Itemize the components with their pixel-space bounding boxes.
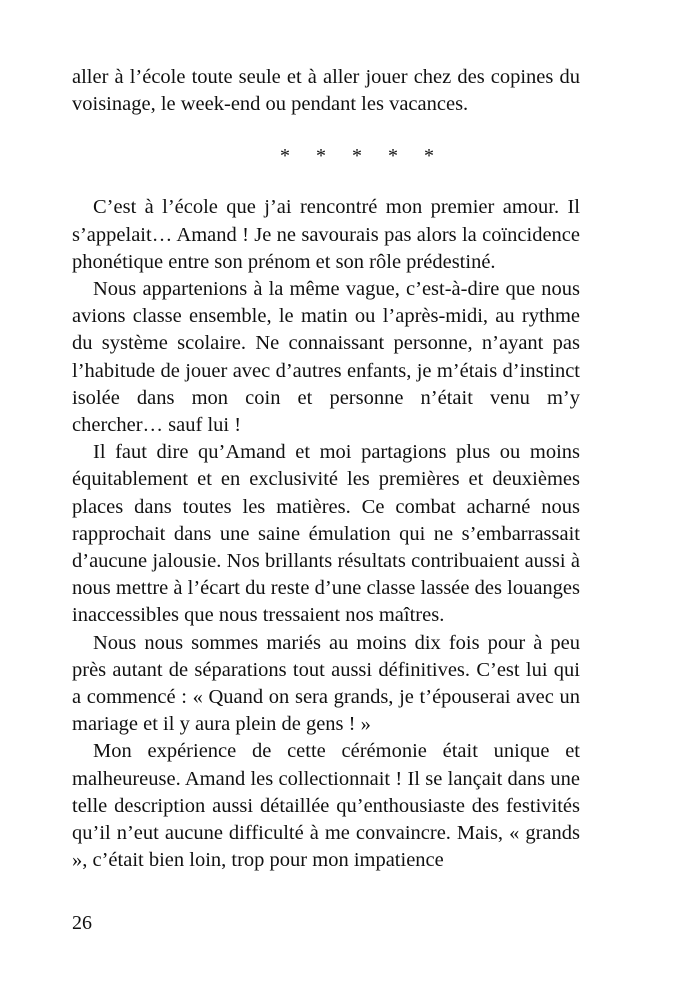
page-body <box>72 64 580 874</box>
separator-asterisk: * <box>424 145 434 168</box>
paragraph-continued: aller à l’école toute seule et à aller jouer chez des copines du voisinage, le week-end ou pendant les vacances. <box>72 66 580 116</box>
separator-asterisk: * <box>388 145 398 168</box>
page-number: 26 <box>72 912 92 934</box>
section-separator <box>72 144 580 168</box>
paragraph: C’est à l’école que j’ai rencontré mon premier amour. Il s’appelait… Amand ! Je ne savourais pas alors la coïncidence phonétique entre son prénom et son rôle prédestiné. <box>72 196 580 273</box>
paragraph: Nous appartenions à la même vague, c’est-à-dire que nous avions classe ensemble, le matin ou l’après-midi, au rythme du système scolaire. Ne connaissant personne, n’ayant pas l’habitude de jouer avec d’autres enfants, je m’étais d’instinct isolée dans mon coin et personne n’était venu m’y chercher… sauf lui ! <box>72 278 580 437</box>
paragraph: Nous nous sommes mariés au moins dix fois pour à peu près autant de séparations tout aussi définitives. C’est lui qui a commencé : « Quand on sera grands, je t’épouserai avec un mariage et il y aura plein de gens ! » <box>72 631 580 736</box>
separator-asterisk: * <box>280 145 290 168</box>
separator-asterisk: * <box>352 145 362 168</box>
paragraph: Il faut dire qu’Amand et moi partagions plus ou moins équitablement et en exclusivité les premières et deuxièmes places dans toutes les matières. Ce combat acharné nous rapprochait dans une saine émulation qui ne s’embarrassait d’aucune jalousie. Nos brillants résultats contribuaient aussi à nous mettre à l’écart du reste d’une classe lassée des louanges inaccessibles que nous tressaient nos maîtres. <box>72 441 580 627</box>
separator-asterisk: * <box>316 145 326 168</box>
paragraph: Mon expérience de cette cérémonie était unique et malheureuse. Amand les collectionnait ! Il se lançait dans une telle description aussi détaillée qu’enthousiaste des festivités qu’il n’eut aucune difficulté à me convaincre. Mais, « grands », c’était bien loin, trop pour mon impatience <box>72 740 580 872</box>
